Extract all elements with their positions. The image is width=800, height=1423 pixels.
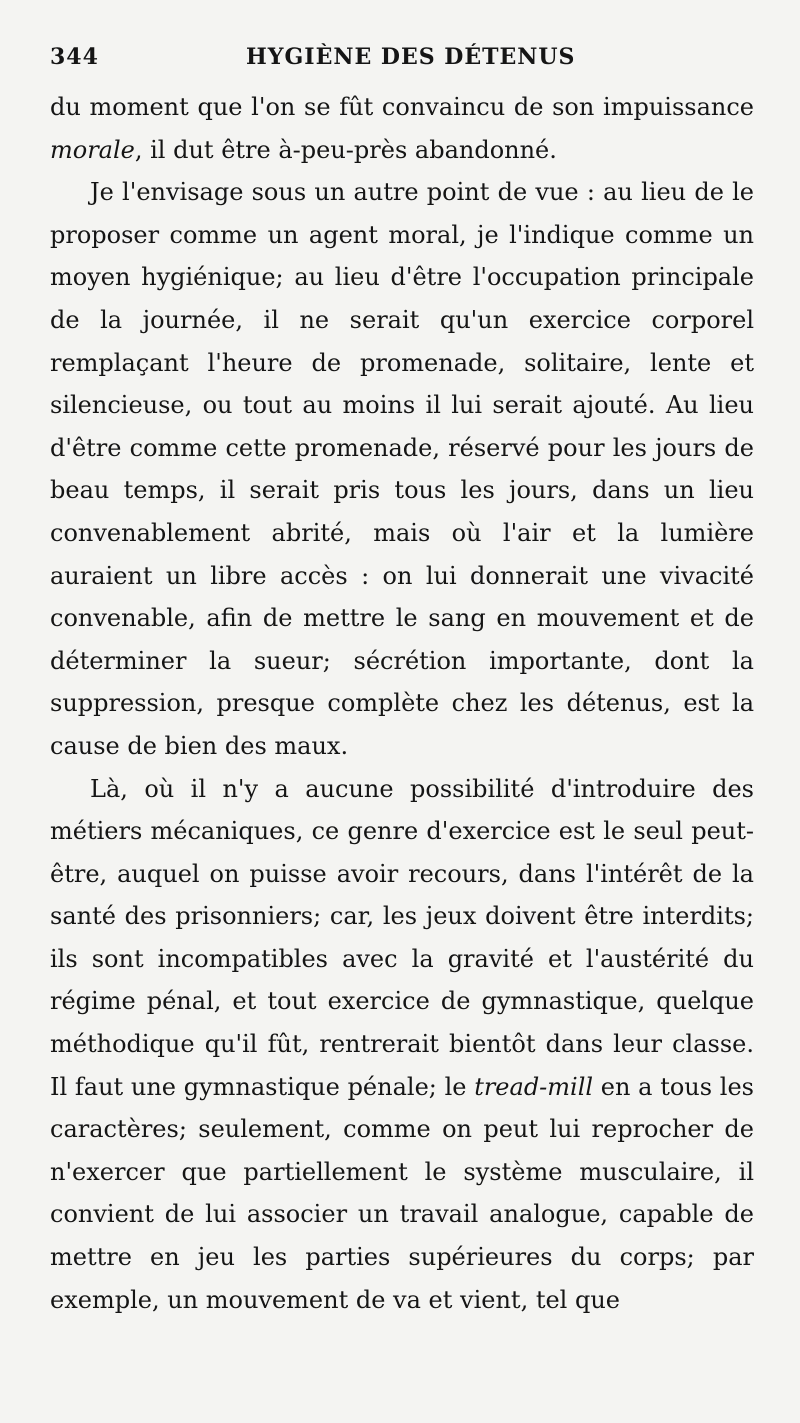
paragraph-2 (50, 171, 754, 767)
text-span: Je l'envisage sous un autre point de vue : au lieu de le proposer comme un agent moral, je l'indique comme un moyen hygiénique; au lieu d'être l'occupation principale de la journée, il ne serait qu'un exercice corporel remplaçant l'heure de promenade, solitaire, lente et silencieuse, ou tout au moins il lui serait ajouté. Au lieu d'être comme cette promenade, réservé pour les jours de beau temps, il serait pris tous les jours, dans un lieu convenablement abrité, mais où l'air et la lumière auraient un libre accès : on lui donnerait une vivacité convenable, afin de mettre le sang en mouvement et de déterminer la sueur; sécrétion importante, dont la suppression, presque complète chez les détenus, est la cause de bien des maux. (50, 178, 754, 760)
italic-word-tread-mill: tread-mill (474, 1072, 594, 1101)
italic-word-morale: morale (50, 135, 135, 164)
text-span: en a tous les caractères; seulement, comme on peut lui reprocher de n'exercer que partiellement le système musculaire, il convient de lui associer un travail analogue, capable de mettre en jeu les parties supérieures du corps; par exemple, un mouvement de va et vient, tel que (50, 1072, 754, 1314)
text-span: du moment que l'on se fût convaincu de son impuissance (50, 93, 754, 121)
body-text (50, 86, 754, 1321)
running-head (50, 44, 750, 74)
text-span: , il dut être à-peu-près abandonné. (134, 135, 557, 164)
text-span: Là, où il n'y a aucune possibilité d'introduire des métiers mécaniques, ce genre d'exercice est le seul peut-être, auquel on puisse avoir recours, dans l'intérêt de la santé des prisonniers; car, les jeux doivent être interdits; ils sont incompatibles avec la gravité et l'austérité du régime pénal, et tout exercice de gymnastique, quelque méthodique qu'il fût, rentrerait bientôt dans leur classe. Il faut une gymnastique pénale; le (50, 774, 754, 1101)
running-title: HYGIÈNE DES DÉTENUS (246, 44, 576, 70)
page-number: 344 (50, 44, 99, 70)
paragraph-1 (50, 86, 754, 171)
paragraph-3 (50, 768, 754, 1322)
